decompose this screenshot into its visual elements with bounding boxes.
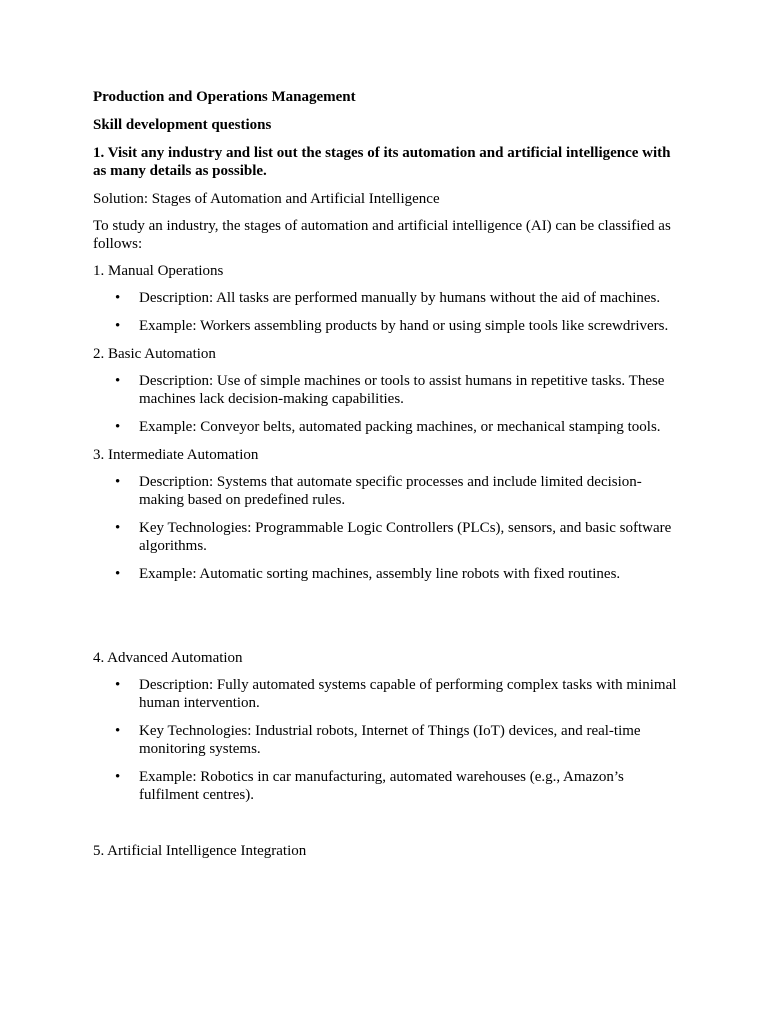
list-item: [93, 418, 683, 436]
list-item-text: Description: Fully automated systems capable of performing complex tasks with minimal human intervention.: [139, 677, 677, 711]
bullet-icon: •: [115, 520, 121, 536]
list-item: [93, 722, 683, 758]
list-item-text: Example: Automatic sorting machines, assembly line robots with fixed routines.: [139, 566, 621, 582]
stage-heading: 2. Basic Automation: [93, 346, 216, 362]
document-subtitle: Skill development questions: [93, 117, 272, 133]
page-spacer: [93, 593, 683, 649]
list-item-text: Description: Use of simple machines or tools to assist humans in repetitive tasks. These machines lack decision-making capabilities.: [139, 373, 665, 407]
document-page: [93, 88, 683, 869]
solution-heading: Solution: Stages of Automation and Artificial Intelligence: [93, 191, 440, 207]
stage-heading: 4. Advanced Automation: [93, 650, 243, 666]
bullet-icon: •: [115, 419, 121, 435]
document-title: Production and Operations Management: [93, 89, 356, 105]
page-spacer: [93, 814, 683, 842]
stage-bullet-list: [93, 676, 683, 804]
list-item: [93, 565, 683, 583]
stage-bullet-list: [93, 372, 683, 436]
bullet-icon: •: [115, 373, 121, 389]
list-item-text: Example: Conveyor belts, automated packing machines, or mechanical stamping tools.: [139, 419, 661, 435]
list-item: [93, 768, 683, 804]
list-item: [93, 676, 683, 712]
list-item-text: Key Technologies: Programmable Logic Controllers (PLCs), sensors, and basic software algorithms.: [139, 520, 672, 554]
bullet-icon: •: [115, 474, 121, 490]
list-item: [93, 519, 683, 555]
list-item: [93, 317, 683, 335]
list-item-text: Example: Robotics in car manufacturing, automated warehouses (e.g., Amazon’s fulfilment centres).: [139, 769, 624, 803]
stage-bullet-list: [93, 289, 683, 335]
list-item-text: Description: Systems that automate specific processes and include limited decision-making based on predefined rules.: [139, 474, 642, 508]
bullet-icon: •: [115, 723, 121, 739]
stage-heading: 3. Intermediate Automation: [93, 447, 259, 463]
bullet-icon: •: [115, 290, 121, 306]
question-text: 1. Visit any industry and list out the stages of its automation and artificial intelligence with as many details as possible.: [93, 145, 671, 179]
list-item-text: Description: All tasks are performed manually by humans without the aid of machines.: [139, 290, 661, 306]
list-item-text: Key Technologies: Industrial robots, Internet of Things (IoT) devices, and real-time monitoring systems.: [139, 723, 641, 757]
bullet-icon: •: [115, 318, 121, 334]
bullet-icon: •: [115, 677, 121, 693]
list-item: [93, 289, 683, 307]
stage-heading: 1. Manual Operations: [93, 263, 224, 279]
bullet-icon: •: [115, 566, 121, 582]
stage-heading: 5. Artificial Intelligence Integration: [93, 843, 307, 859]
list-item: [93, 372, 683, 408]
bullet-icon: •: [115, 769, 121, 785]
stage-bullet-list: [93, 473, 683, 583]
list-item: [93, 473, 683, 509]
intro-paragraph: To study an industry, the stages of automation and artificial intelligence (AI) can be classified as follows:: [93, 218, 671, 252]
list-item-text: Example: Workers assembling products by hand or using simple tools like screwdrivers.: [139, 318, 669, 334]
